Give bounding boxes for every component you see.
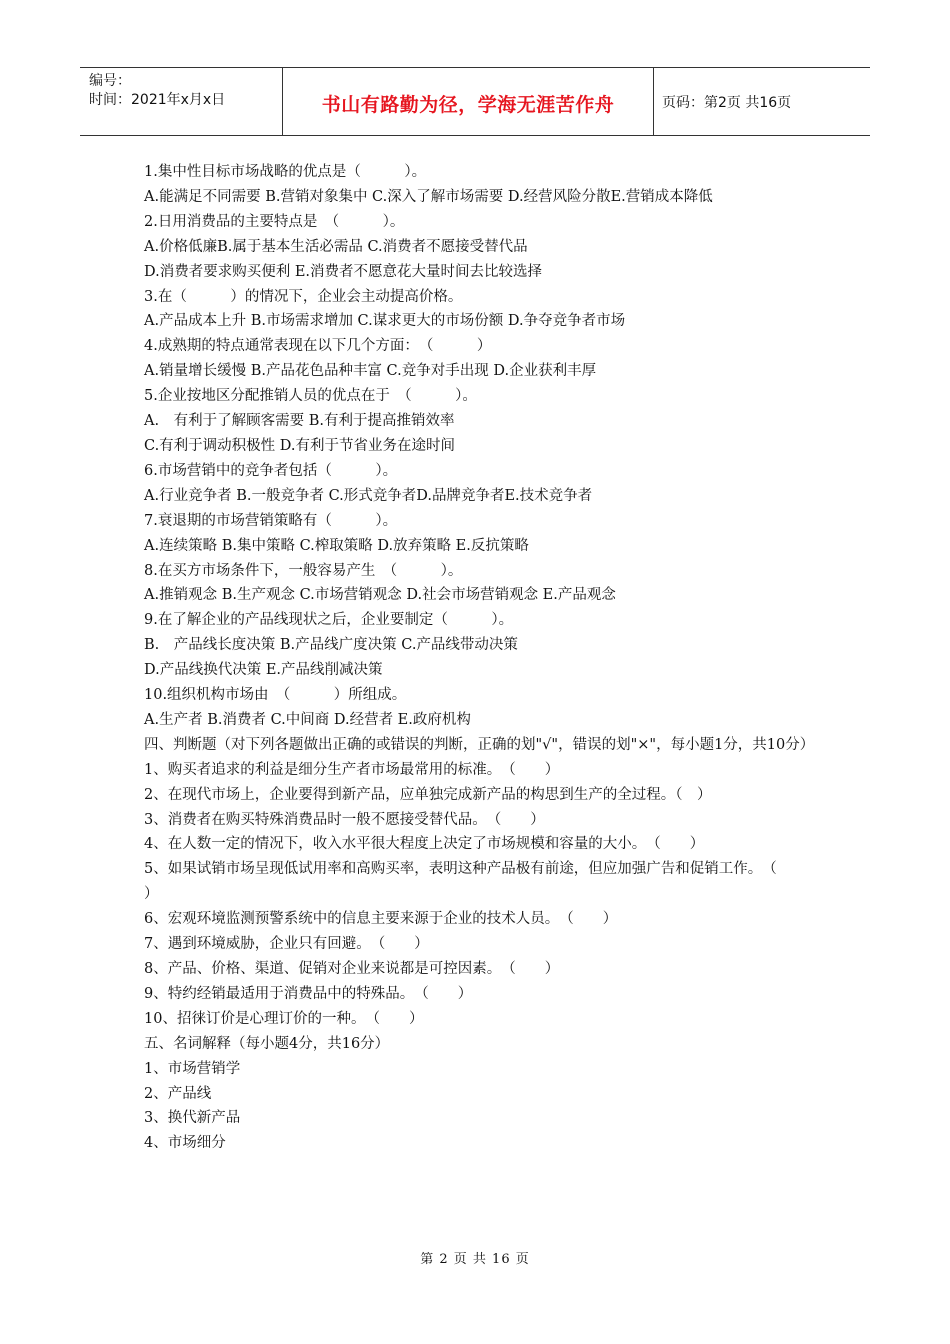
text-line: 3、消费者在购买特殊消费品时一般不愿接受替代品。 （ ） bbox=[144, 811, 545, 828]
text-line: A.行业竞争者 B.一般竞争者 C.形式竞争者D.品牌竞争者E.技术竞争者 bbox=[144, 487, 593, 504]
number-label: 编号： bbox=[89, 73, 131, 89]
motto-text: 书山有路勤为径，学海无涯苦作舟 bbox=[321, 94, 615, 116]
text-line: 8、产品、价格、渠道、促销对企业来说都是可控因素。 （ ） bbox=[144, 961, 560, 977]
text-line: 7、遇到环境威胁，企业只有回避。 （ ） bbox=[144, 936, 429, 953]
text-line: 4、市场细分 bbox=[144, 1135, 226, 1152]
text-line: D.产品线换代决策 E.产品线削减决策 bbox=[144, 662, 383, 679]
text-line: 4、在人数一定的情况下，收入水平很大程度上决定了市场规模和容量的大小。 （ ） bbox=[144, 836, 705, 853]
text-line: A.产品成本上升 B.市场需求增加 C.谋求更大的市场份额 D.争夺竞争者市场 bbox=[144, 313, 626, 330]
header-motto-cell bbox=[282, 68, 654, 135]
page-header bbox=[80, 67, 870, 136]
text-line: 10.组织机构市场由 （ ）所组成。 bbox=[144, 687, 407, 704]
text-line: 10、招徕订价是心理订价的一种。 （ ） bbox=[144, 1010, 424, 1027]
text-line: A.销量增长缓慢 B.产品花色品种丰富 C.竞争对手出现 D.企业获利丰厚 bbox=[144, 363, 597, 380]
text-line: A.推销观念 B.生产观念 C.市场营销观念 D.社会市场营销观念 E.产品观念 bbox=[144, 587, 616, 604]
text-line: 2.日用消费品的主要特点是 （ ）。 bbox=[144, 213, 405, 230]
text-line: 5.企业按地区分配推销人员的优点在于 （ ）。 bbox=[144, 388, 477, 405]
header-left-cell bbox=[80, 68, 282, 135]
text-line: 5、如果试销市场呈现低试用率和高购买率，表明这种产品极有前途，但应加强广告和促销工作。 （ ） bbox=[144, 861, 806, 903]
time-label: 时间：2021年x月x日 bbox=[89, 92, 226, 108]
text-line: 4.成熟期的特点通常表现在以下几个方面： （ ） bbox=[144, 338, 492, 355]
text-line: 2、在现代市场上，企业要得到新产品，应单独完成新产品的构思到生产的全过程。（ ） bbox=[144, 786, 712, 803]
text-line: 1、购买者追求的利益是细分生产者市场最常用的标准。 （ ） bbox=[144, 761, 560, 778]
document-body bbox=[144, 160, 815, 1156]
text-line: 1、市场营销学 bbox=[144, 1060, 241, 1077]
text-line: A. 有利于了解顾客需要 B.有利于提高推销效率 bbox=[144, 413, 455, 430]
text-line: B. 产品线长度决策 B.产品线广度决策 C.产品线带动决策 bbox=[144, 637, 518, 654]
text-line: 9.在了解企业的产品线现状之后，企业要制定（ ）。 bbox=[144, 612, 514, 629]
text-line: 2、产品线 bbox=[144, 1085, 212, 1102]
text-line: 四、判断题（对下列各题做出正确的或错误的判断，正确的划"√"，错误的划"×"，每小题1分，共10分） bbox=[144, 736, 815, 753]
text-line: 9、特约经销最适用于消费品中的特殊品。 （ ） bbox=[144, 985, 473, 1002]
page-info: 页码：第2页 共16页 bbox=[662, 94, 792, 111]
text-line: 3、换代新产品 bbox=[144, 1110, 241, 1127]
text-line: D.消费者要求购买便利 E.消费者不愿意花大量时间去比较选择 bbox=[144, 263, 543, 280]
text-line: A.连续策略 B.集中策略 C.榨取策略 D.放弃策略 E.反抗策略 bbox=[144, 537, 529, 554]
text-line: 6.市场营销中的竞争者包括（ ）。 bbox=[144, 462, 398, 479]
text-line: A.价格低廉B.属于基本生活必需品 C.消费者不愿接受替代品 bbox=[144, 238, 528, 255]
text-line: 1.集中性目标市场战略的优点是（ ）。 bbox=[144, 164, 427, 180]
text-line: 3.在（ ）的情况下，企业会主动提高价格。 bbox=[144, 288, 463, 305]
text-line: A.能满足不同需要 B.营销对象集中 C.深入了解市场需要 D.经营风险分散E.营销成本降低 bbox=[144, 188, 713, 205]
header-page-cell bbox=[654, 68, 870, 135]
text-line: 8.在买方市场条件下，一般容易产生 （ ）。 bbox=[144, 562, 463, 579]
text-line: 五、名词解释（每小题4分，共16分） bbox=[144, 1035, 390, 1052]
text-line: 7.衰退期的市场营销策略有（ ）。 bbox=[144, 512, 398, 529]
page-footer: 第 2 页 共 16 页 bbox=[420, 1252, 530, 1267]
text-line: C.有利于调动积极性 D.有利于节省业务在途时间 bbox=[144, 437, 456, 454]
text-line: 6、宏观环境监测预警系统中的信息主要来源于企业的技术人员。 （ ） bbox=[144, 911, 618, 928]
text-line: A.生产者 B.消费者 C.中间商 D.经营者 E.政府机构 bbox=[144, 711, 471, 728]
